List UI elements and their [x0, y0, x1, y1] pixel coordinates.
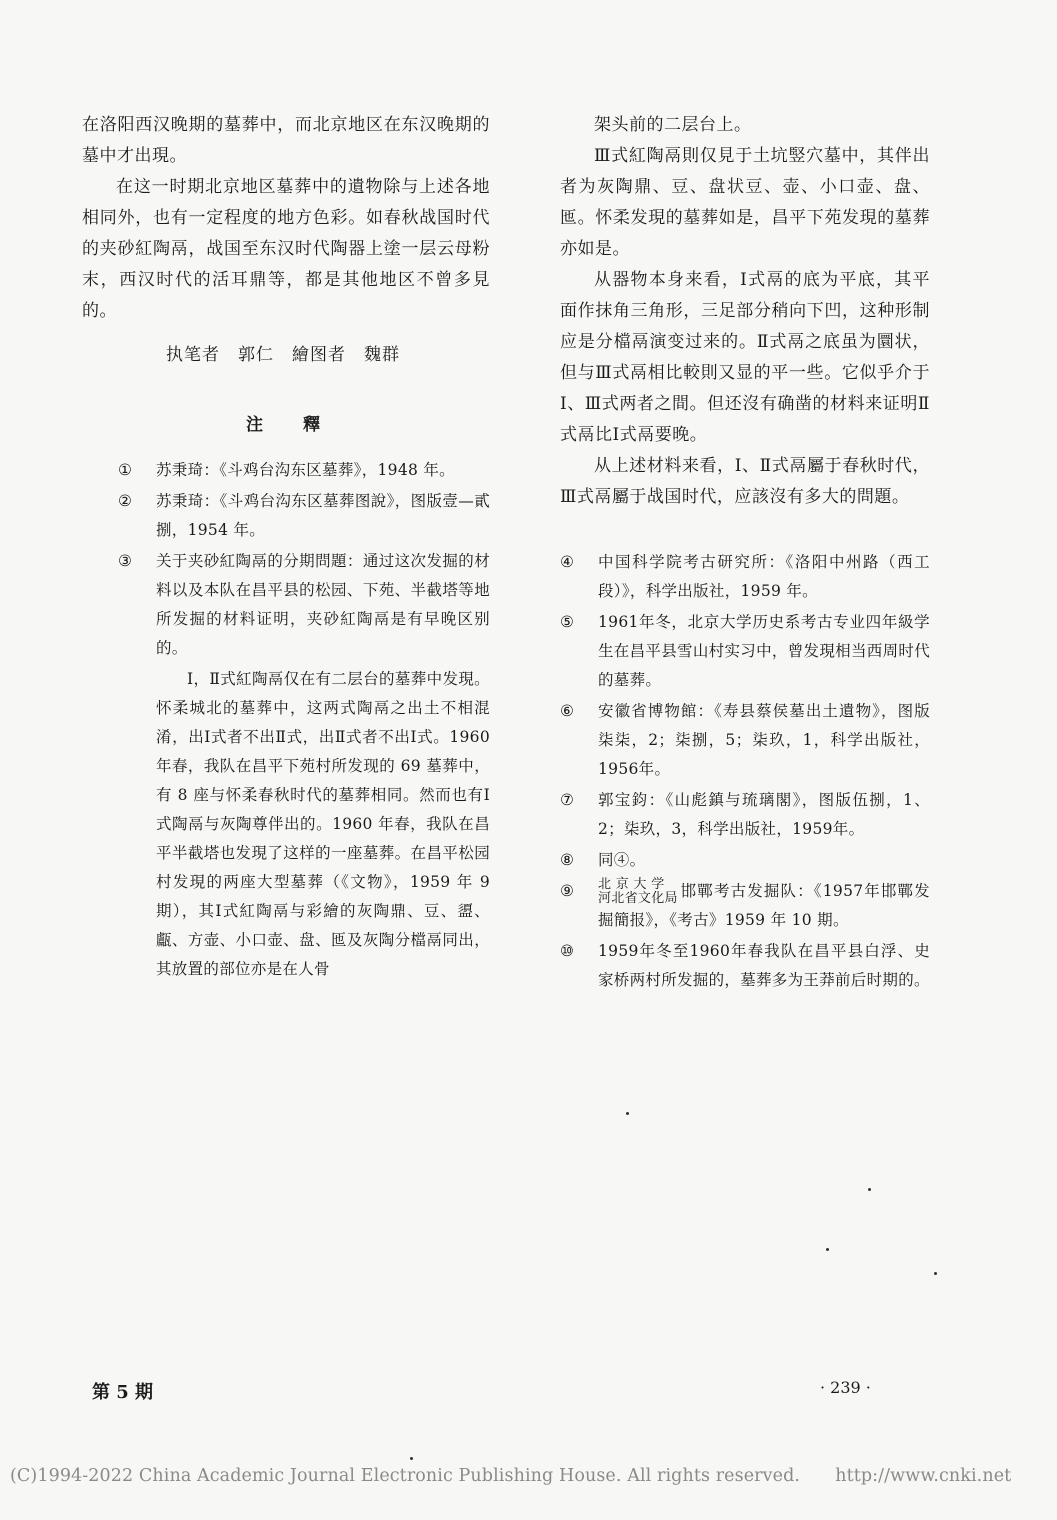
note-text: 1961年冬，北京大学历史系考古专业四年級学生在昌平县雪山村实习中，曾发現相当西周时代的墓葬。	[598, 613, 930, 689]
note-number: ②	[118, 492, 133, 510]
right-continuation: 架头前的二层台上。	[594, 115, 752, 135]
joint-author-1: 北 京 大 学	[598, 877, 665, 892]
left-notes	[118, 456, 490, 984]
note-number: ③	[118, 552, 133, 570]
note-4	[560, 548, 930, 606]
note-text: 苏秉琦：《斗鸡台沟东区墓葬图說》，图版壹—貳捌，1954 年。	[156, 492, 490, 539]
scan-speck	[934, 1272, 937, 1275]
note-text: 邯鄲考古发掘队：《1957年邯鄲发掘簡报》，《考古》1959 年 10 期。	[598, 882, 930, 929]
note-text: 苏秉琦：《斗鸡台沟东区墓葬》，1948 年。	[156, 461, 455, 479]
note-7	[560, 786, 930, 844]
scan-speck	[410, 1457, 413, 1460]
left-column	[82, 110, 490, 327]
note-5	[560, 608, 930, 695]
note-text: 安徽省博物館：《寿县蔡侯墓出土遺物》，图版柒柒，2；柒捌，5；柒玖，1，科学出版社，1956年。	[598, 702, 930, 778]
note-number: ⑦	[560, 791, 575, 809]
left-paragraph-2: 在这一时期北京地区墓葬中的遺物除与上述各地相同外，也有一定程度的地方色彩。如春秋战国时代的夹砂紅陶鬲，战国至东汉时代陶器上塗一层云母粉末，西汉时代的活耳鼎等，都是其他地区不曾多見的。	[82, 177, 490, 321]
note-text: 中国科学院考古研究所：《洛阳中州路（西工段）》，科学出版社，1959 年。	[598, 553, 930, 600]
page-number: · 239 ·	[820, 1378, 871, 1397]
note-10	[560, 937, 930, 995]
note-text: 同④。	[598, 851, 646, 869]
note-2	[118, 487, 490, 545]
joint-authors-stack	[598, 878, 678, 906]
note-number: ⑩	[560, 942, 575, 960]
note-number: ⑨	[560, 882, 575, 900]
note-1	[118, 456, 490, 485]
scan-speck	[868, 1188, 871, 1191]
right-paragraph-c: 从上述材料来看，Ⅰ、Ⅱ式鬲屬于春秋时代，Ⅲ式鬲屬于战国时代，应該沒有多大的問題。	[560, 456, 930, 507]
right-paragraph-a: Ⅲ式紅陶鬲則仅見于土坑竪穴墓中，其伴出者为灰陶鼎、豆、盘状豆、壶、小口壶、盘、匜。怀柔发現的墓葬如是，昌平下苑发現的墓葬亦如是。	[560, 146, 930, 259]
right-column	[560, 110, 930, 513]
note-3-continuation: Ⅰ，Ⅱ式紅陶鬲仅在有二层台的墓葬中发現。怀柔城北的墓葬中，这两式陶鬲之出土不相混淆，出Ⅰ式者不出Ⅱ式，出Ⅱ式者不出Ⅰ式。1960 年春，我队在昌平下苑村所发现的 69 墓葬中，有 8 座与怀柔春秋时代的墓葬相同。然而也有Ⅰ式陶鬲与灰陶尊伴出的。1960 年春，我队在昌平半截塔也发現了这样的一座墓葬。在昌平松园村发現的两座大型墓葬（《文物》，1959 年 9 期），其Ⅰ式紅陶鬲与彩繪的灰陶鼎、豆、盨、甗、方壶、小口壶、盘、匜及灰陶分檔鬲同出，其放置的部位亦是在人骨	[156, 670, 490, 978]
copyright-notice: (C)1994-2022 China Academic Journal Electronic Publishing House. All rights reserved. http://www.cnki.net	[10, 1466, 1012, 1486]
joint-author-2: 河北省文化局	[598, 891, 678, 906]
note-9	[560, 877, 930, 935]
note-text: 1959年冬至1960年春我队在昌平县白浮、史家桥两村所发掘的，墓葬多为王莽前后时期的。	[598, 942, 930, 989]
note-number: ⑤	[560, 613, 575, 631]
note-number: ①	[118, 461, 133, 479]
note-number: ④	[560, 553, 575, 571]
scan-speck	[826, 1248, 829, 1251]
note-6	[560, 697, 930, 784]
note-3	[118, 547, 490, 663]
left-paragraph-1: 在洛阳西汉晚期的墓葬中，而北京地区在东汉晚期的墓中才出現。	[82, 115, 490, 166]
note-text: 郭宝鈞：《山彪鎮与琉璃閣》，图版伍捌，1、2；柒玖，3，科学出版社，1959年。	[598, 791, 930, 838]
right-notes	[560, 548, 930, 997]
note-8	[560, 846, 930, 875]
right-paragraph-b: 从器物本身来看，Ⅰ式鬲的底为平底，其平面作抹角三角形，三足部分稍向下凹，这种形制应是分檔鬲演变过来的。Ⅱ式鬲之底虽为圜状，但与Ⅲ式鬲相比較則又显的平一些。它似乎介于Ⅰ、Ⅲ式两者之間。但还沒有确凿的材料来证明Ⅱ式鬲比Ⅰ式鬲要晚。	[560, 270, 930, 445]
note-number: ⑧	[560, 851, 575, 869]
scan-speck	[626, 1112, 629, 1115]
notes-title: 注釋	[246, 415, 360, 435]
issue-label: 第 5 期	[92, 1382, 154, 1403]
authors-line: 执笔者 郭仁 繪图者 魏群	[166, 345, 400, 365]
note-number: ⑥	[560, 702, 575, 720]
note-text: 关于夹砂紅陶鬲的分期問題：通过这次发掘的材料以及本队在昌平县的松园、下苑、半截塔等地所发掘的材料证明，夹砂紅陶鬲是有早晚区别的。	[156, 552, 490, 657]
